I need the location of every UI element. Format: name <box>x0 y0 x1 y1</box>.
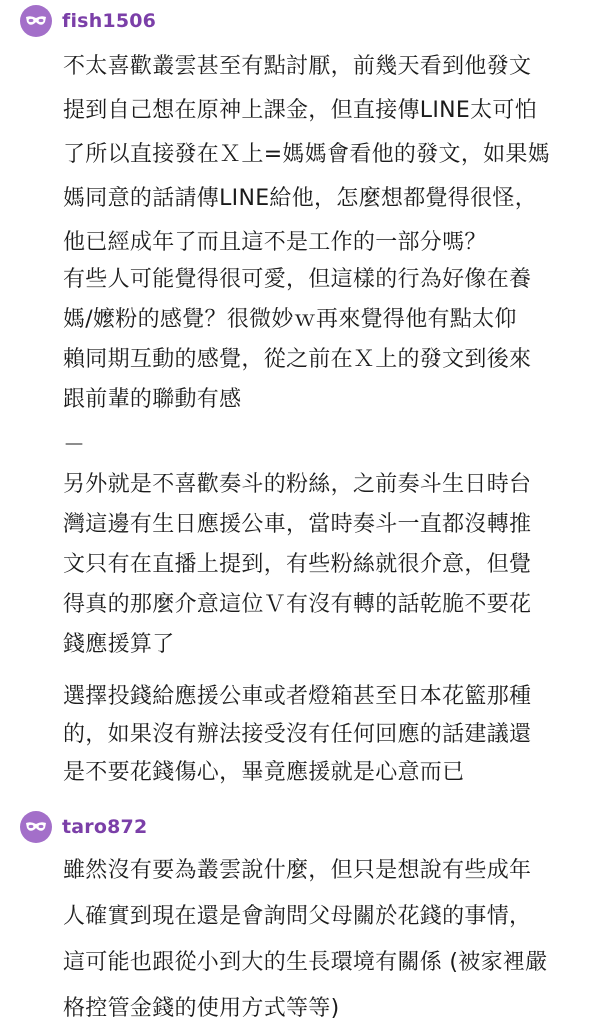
comment-paragraph: 雖然沒有要為叢雲說什麼，但只是想說有些成年 人確實到現在還是會詢問父母關於花錢的事情， 這可能也跟從小到大的生長環境有關係 (被家裡嚴 格控管金錢的使用方式等等) <box>63 858 548 1021</box>
comment-paragraph: 另外就是不喜歡奏斗的粉絲，之前奏斗生日時台 灣這邊有生日應援公車，當時奏斗一直都沒轉推 文只有在直播上提到，有些粉絲就很介意，但覺 得真的那麼介意這位Ｖ有沒有轉的話乾脆不要花 錢應援算了 <box>63 472 532 657</box>
comment-paragraph: 有些人可能覺得很可愛，但這樣的行為好像在養 媽/嬤粉的感覺？很微妙ｗ再來覺得他有點太仰 賴同期互動的感覺，從之前在Ｘ上的發文到後來 跟前輩的聯動有感 <box>63 267 532 412</box>
avatar[interactable] <box>20 5 52 37</box>
avatar[interactable] <box>20 811 52 843</box>
mask-icon <box>25 15 47 27</box>
comment-header <box>20 810 147 844</box>
username[interactable]: fish1506 <box>62 10 157 32</box>
comment-paragraph: 不太喜歡叢雲甚至有點討厭，前幾天看到他發文 提到自己想在原神上課金，但直接傳LINE太可怕 了所以直接發在Ｘ上=媽媽會看他的發文，如果媽 媽同意的話請傳LINE給他，怎麼想都覺得很怪， 他已經成年了而且這不是工作的一部分嗎？ <box>63 54 551 255</box>
comment-header <box>20 4 156 38</box>
username[interactable]: taro872 <box>62 816 148 838</box>
comment-divider-dash: － <box>63 433 86 458</box>
mask-icon <box>25 821 47 833</box>
comment-paragraph: 選擇投錢給應援公車或者燈箱甚至日本花籃那種 的，如果沒有辦法接受沒有任何回應的話建議還 是不要花錢傷心，畢竟應援就是心意而已 <box>63 684 532 785</box>
